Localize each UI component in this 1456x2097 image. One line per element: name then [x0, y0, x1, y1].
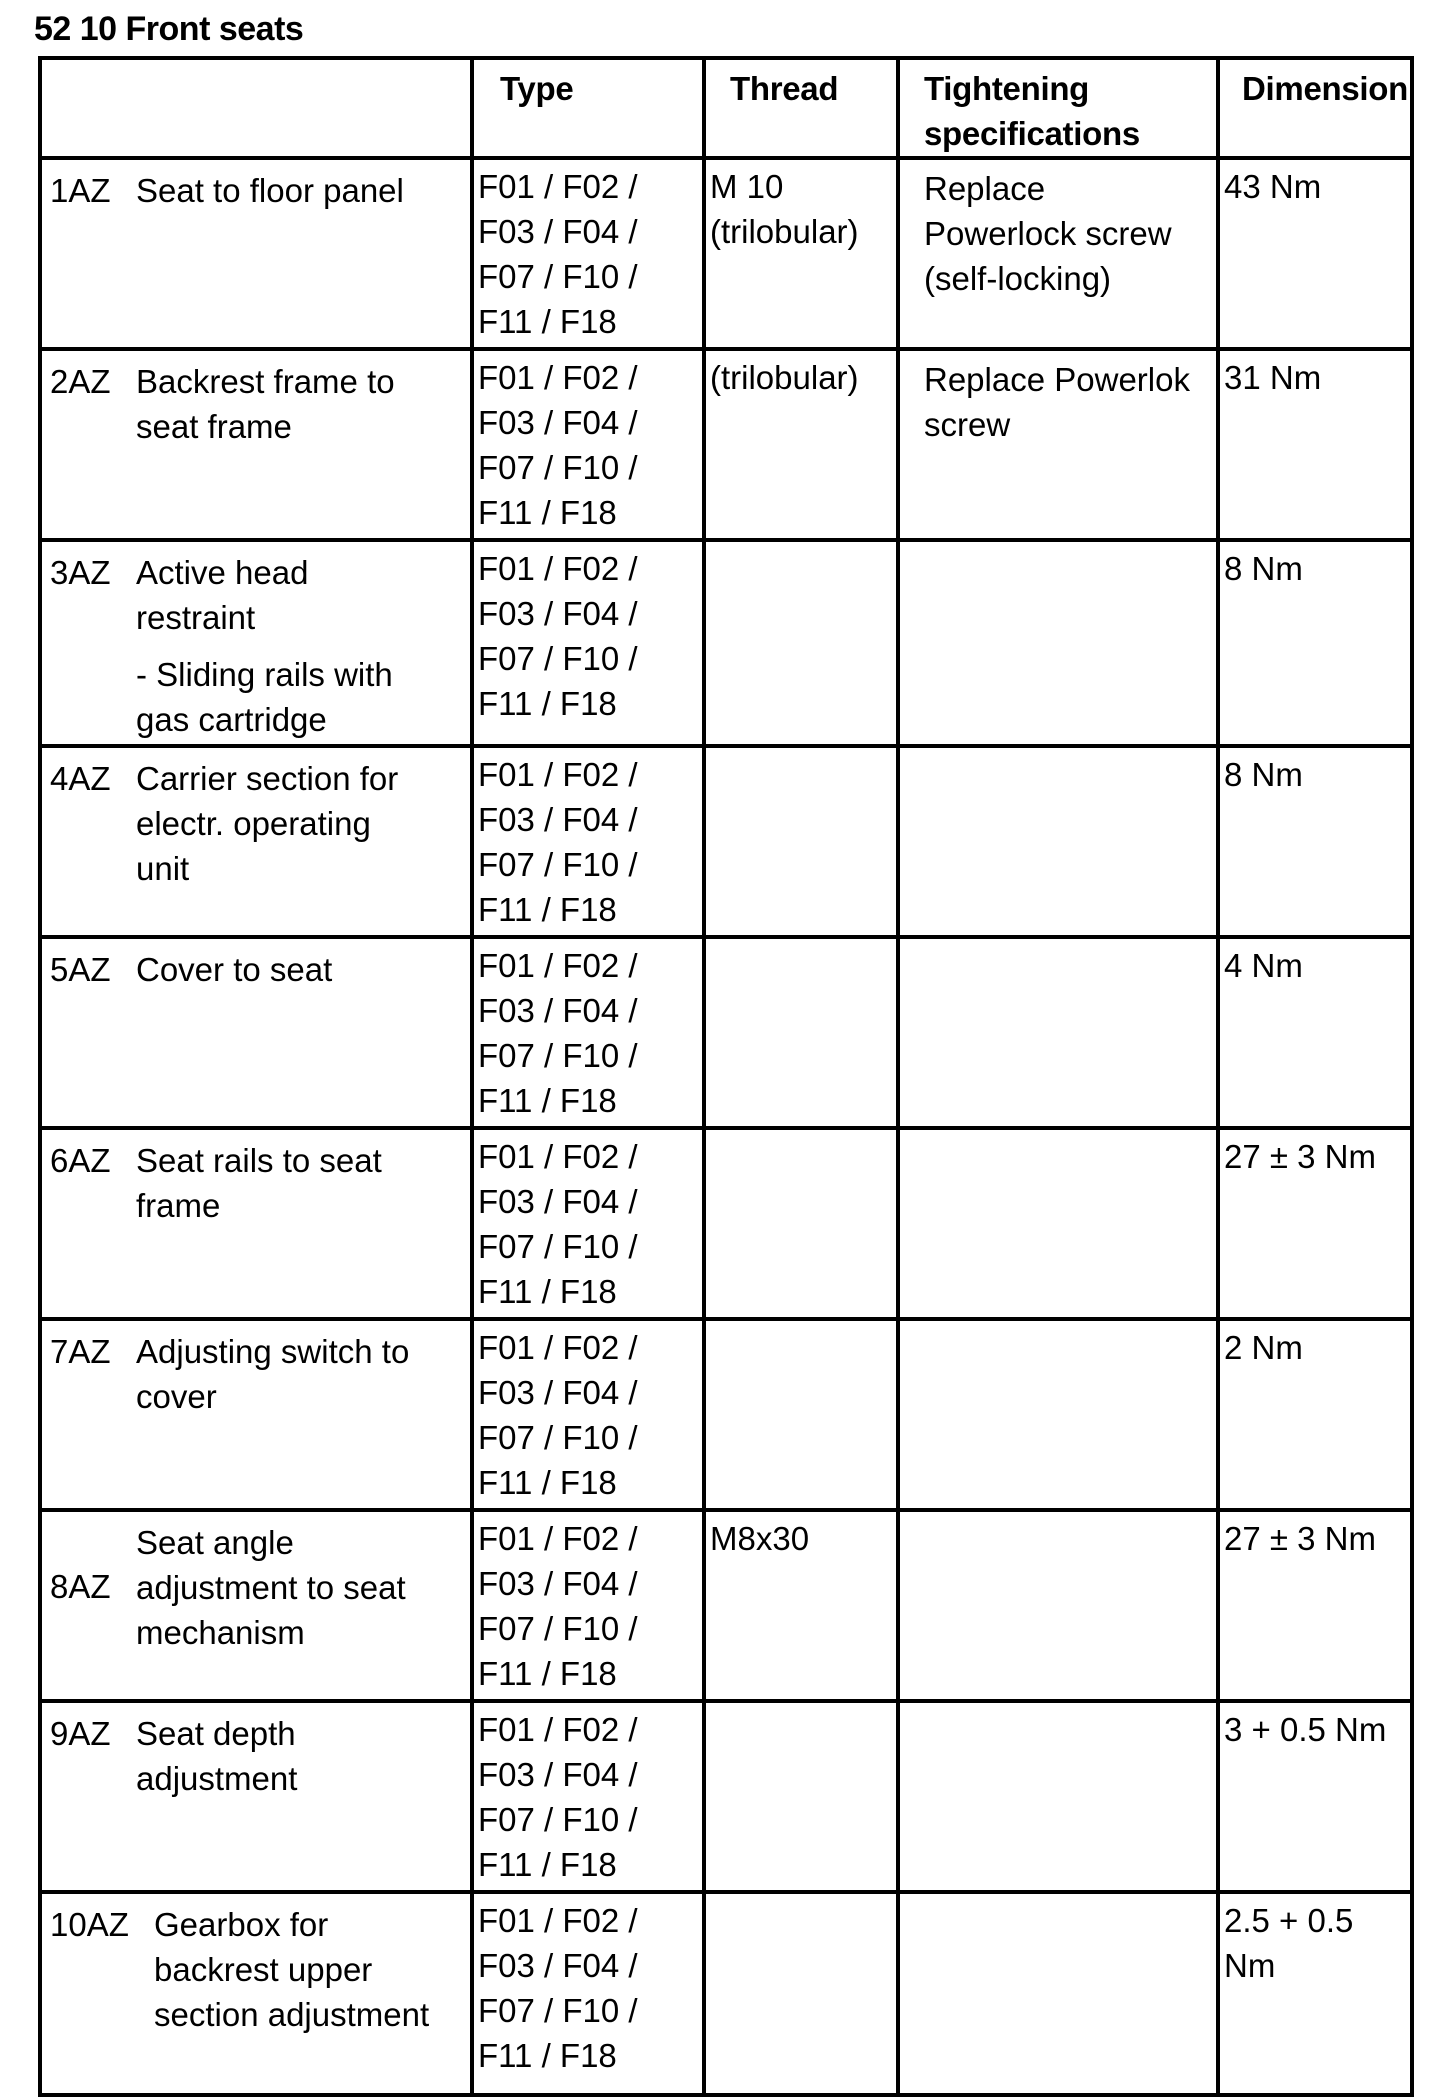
tightening-cell — [898, 158, 1218, 349]
tightening-line: (self-locking) — [924, 260, 1112, 297]
thread-cell — [704, 158, 898, 349]
type-line: F11 / F18 — [478, 1846, 617, 1883]
header-tightening — [898, 58, 1218, 158]
tightening-cell — [898, 1701, 1218, 1892]
item-id: 2AZ — [50, 363, 111, 400]
thread-cell — [704, 1128, 898, 1319]
tightening-cell — [898, 1892, 1218, 2095]
description-line: electr. operating — [136, 805, 371, 842]
description-line: backrest upper — [154, 1951, 373, 1988]
description-line: unit — [136, 850, 190, 887]
dimension-line: 4 Nm — [1224, 947, 1303, 984]
tightening-cell — [898, 349, 1218, 540]
item-id: 9AZ — [50, 1715, 111, 1752]
dimension-line: 8 Nm — [1224, 756, 1303, 793]
table-row — [40, 746, 1412, 937]
type-line: F01 / F02 / — [478, 1329, 638, 1366]
type-line: F01 / F02 / — [478, 947, 638, 984]
type-line: F01 / F02 / — [478, 1902, 638, 1939]
tightening-cell — [898, 1510, 1218, 1701]
type-line: F01 / F02 / — [478, 550, 638, 587]
tightening-line: screw — [924, 406, 1011, 443]
dimension-cell — [1218, 1892, 1412, 2095]
type-line: F11 / F18 — [478, 1273, 617, 1310]
type-line: F03 / F04 / — [478, 1565, 638, 1602]
type-line: F11 / F18 — [478, 303, 617, 340]
description-line: restraint — [136, 599, 256, 636]
dimension-cell — [1218, 1701, 1412, 1892]
type-line: F03 / F04 / — [478, 1374, 638, 1411]
header-type: Type — [472, 58, 704, 158]
page-title: 52 10 Front seats — [34, 10, 304, 48]
dimension-cell — [1218, 1128, 1412, 1319]
type-cell — [472, 937, 704, 1128]
type-line: F03 / F04 / — [478, 1947, 638, 1984]
description-line: Carrier section for — [136, 760, 399, 797]
description-line: adjustment to seat — [136, 1569, 406, 1606]
thread-cell — [704, 1701, 898, 1892]
type-line: F03 / F04 / — [478, 1183, 638, 1220]
description-line: Adjusting switch to — [136, 1333, 410, 1370]
description-cell — [40, 1319, 472, 1510]
type-line: F07 / F10 / — [478, 1419, 638, 1456]
thread-line: M 10 — [710, 168, 784, 205]
header-row — [40, 58, 1412, 158]
subdescription-line: gas cartridge — [136, 701, 327, 738]
header-tightening-line: Tightening — [924, 70, 1090, 107]
dimension-cell — [1218, 349, 1412, 540]
type-line: F11 / F18 — [478, 1655, 617, 1692]
description-line: section adjustment — [154, 1996, 430, 2033]
item-id: 4AZ — [50, 760, 111, 797]
description-line: Seat depth — [136, 1715, 296, 1752]
description-cell — [40, 937, 472, 1128]
type-line: F11 / F18 — [478, 891, 617, 928]
type-line: F11 / F18 — [478, 1464, 617, 1501]
type-line: F01 / F02 / — [478, 756, 638, 793]
description-line: Seat to floor panel — [136, 172, 404, 209]
tightening-cell — [898, 746, 1218, 937]
type-line: F07 / F10 / — [478, 1228, 638, 1265]
tightening-cell — [898, 937, 1218, 1128]
type-line: F11 / F18 — [478, 494, 617, 531]
type-line: F03 / F04 / — [478, 213, 638, 250]
table-row — [40, 349, 1412, 540]
table-row — [40, 937, 1412, 1128]
dimension-line: 2.5 + 0.5 — [1224, 1902, 1354, 1939]
header-description — [40, 58, 472, 158]
header-tightening-line: specifications — [924, 115, 1140, 152]
tightening-cell — [898, 1128, 1218, 1319]
table-row — [40, 1319, 1412, 1510]
dimension-line: 27 ± 3 Nm — [1224, 1520, 1376, 1557]
description-cell — [40, 1128, 472, 1319]
dimension-line: 2 Nm — [1224, 1329, 1303, 1366]
dimension-line: 8 Nm — [1224, 550, 1303, 587]
type-line: F01 / F02 / — [478, 1711, 638, 1748]
thread-line: (trilobular) — [710, 359, 859, 396]
type-cell — [472, 1892, 704, 2095]
description-line: mechanism — [136, 1614, 305, 1651]
item-id: 5AZ — [50, 951, 111, 988]
item-subdescription — [136, 652, 462, 742]
table-row — [40, 1701, 1412, 1892]
description-cell — [40, 1510, 472, 1701]
description-line: Seat angle — [136, 1524, 294, 1561]
dimension-line: Nm — [1224, 1947, 1276, 1984]
thread-line: M8x30 — [710, 1520, 810, 1557]
dimension-cell — [1218, 158, 1412, 349]
dimension-line: 43 Nm — [1224, 168, 1322, 205]
description-cell — [40, 349, 472, 540]
type-cell — [472, 349, 704, 540]
item-id: 7AZ — [50, 1333, 111, 1370]
tightening-cell — [898, 540, 1218, 746]
type-line: F03 / F04 / — [478, 404, 638, 441]
type-line: F07 / F10 / — [478, 1992, 638, 2029]
type-line: F07 / F10 / — [478, 1801, 638, 1838]
thread-cell — [704, 746, 898, 937]
dimension-cell — [1218, 1319, 1412, 1510]
thread-cell — [704, 1892, 898, 2095]
description-cell — [40, 158, 472, 349]
description-cell — [40, 1892, 472, 2095]
type-line: F11 / F18 — [478, 685, 617, 722]
description-line: Cover to seat — [136, 951, 333, 988]
item-id: 8AZ — [50, 1568, 111, 1605]
thread-cell — [704, 540, 898, 746]
description-line: adjustment — [136, 1760, 298, 1797]
item-id: 10AZ — [50, 1906, 129, 1943]
type-line: F07 / F10 / — [478, 1610, 638, 1647]
type-line: F01 / F02 / — [478, 168, 638, 205]
thread-line: (trilobular) — [710, 213, 859, 250]
dimension-cell — [1218, 746, 1412, 937]
type-line: F11 / F18 — [478, 1082, 617, 1119]
description-line: frame — [136, 1187, 221, 1224]
description-line: seat frame — [136, 408, 292, 445]
type-cell — [472, 1319, 704, 1510]
description-line: Active head — [136, 554, 309, 591]
description-cell — [40, 540, 472, 746]
description-line: Gearbox for — [154, 1906, 329, 1943]
item-id: 3AZ — [50, 554, 111, 591]
tightening-cell — [898, 1319, 1218, 1510]
tightening-line: Replace Powerlok — [924, 361, 1190, 398]
type-cell — [472, 1510, 704, 1701]
type-cell — [472, 746, 704, 937]
description-line: cover — [136, 1378, 217, 1415]
header-dimension: Dimension — [1218, 58, 1412, 158]
thread-cell — [704, 1319, 898, 1510]
table-row — [40, 158, 1412, 349]
item-id: 1AZ — [50, 172, 111, 209]
dimension-cell — [1218, 540, 1412, 746]
description-cell — [40, 746, 472, 937]
type-line: F07 / F10 / — [478, 1037, 638, 1074]
type-cell — [472, 1701, 704, 1892]
thread-cell — [704, 349, 898, 540]
type-cell — [472, 158, 704, 349]
tightening-line: Powerlock screw — [924, 215, 1172, 252]
dimension-line: 27 ± 3 Nm — [1224, 1138, 1376, 1175]
thread-cell — [704, 1510, 898, 1701]
dimension-cell — [1218, 937, 1412, 1128]
thread-cell — [704, 937, 898, 1128]
dimension-line: 3 + 0.5 Nm — [1224, 1711, 1387, 1748]
subdescription-line: - Sliding rails with — [136, 656, 393, 693]
dimension-line: 31 Nm — [1224, 359, 1322, 396]
header-thread: Thread — [704, 58, 898, 158]
description-line: Backrest frame to — [136, 363, 395, 400]
dimension-cell — [1218, 1510, 1412, 1701]
type-line: F07 / F10 / — [478, 449, 638, 486]
type-line: F07 / F10 / — [478, 258, 638, 295]
type-cell — [472, 1128, 704, 1319]
type-line: F07 / F10 / — [478, 846, 638, 883]
type-line: F01 / F02 / — [478, 359, 638, 396]
type-line: F01 / F02 / — [478, 1138, 638, 1175]
type-line: F11 / F18 — [478, 2037, 617, 2074]
type-line: F03 / F04 / — [478, 992, 638, 1029]
type-line: F07 / F10 / — [478, 640, 638, 677]
type-line: F01 / F02 / — [478, 1520, 638, 1557]
torque-spec-table — [38, 56, 1414, 2097]
type-line: F03 / F04 / — [478, 1756, 638, 1793]
table-row — [40, 540, 1412, 746]
table-row — [40, 1892, 1412, 2095]
item-id: 6AZ — [50, 1142, 111, 1179]
type-cell — [472, 540, 704, 746]
type-line: F03 / F04 / — [478, 801, 638, 838]
description-cell — [40, 1701, 472, 1892]
table-row — [40, 1128, 1412, 1319]
description-line: Seat rails to seat — [136, 1142, 382, 1179]
tightening-line: Replace — [924, 170, 1046, 207]
type-line: F03 / F04 / — [478, 595, 638, 632]
table-row — [40, 1510, 1412, 1701]
